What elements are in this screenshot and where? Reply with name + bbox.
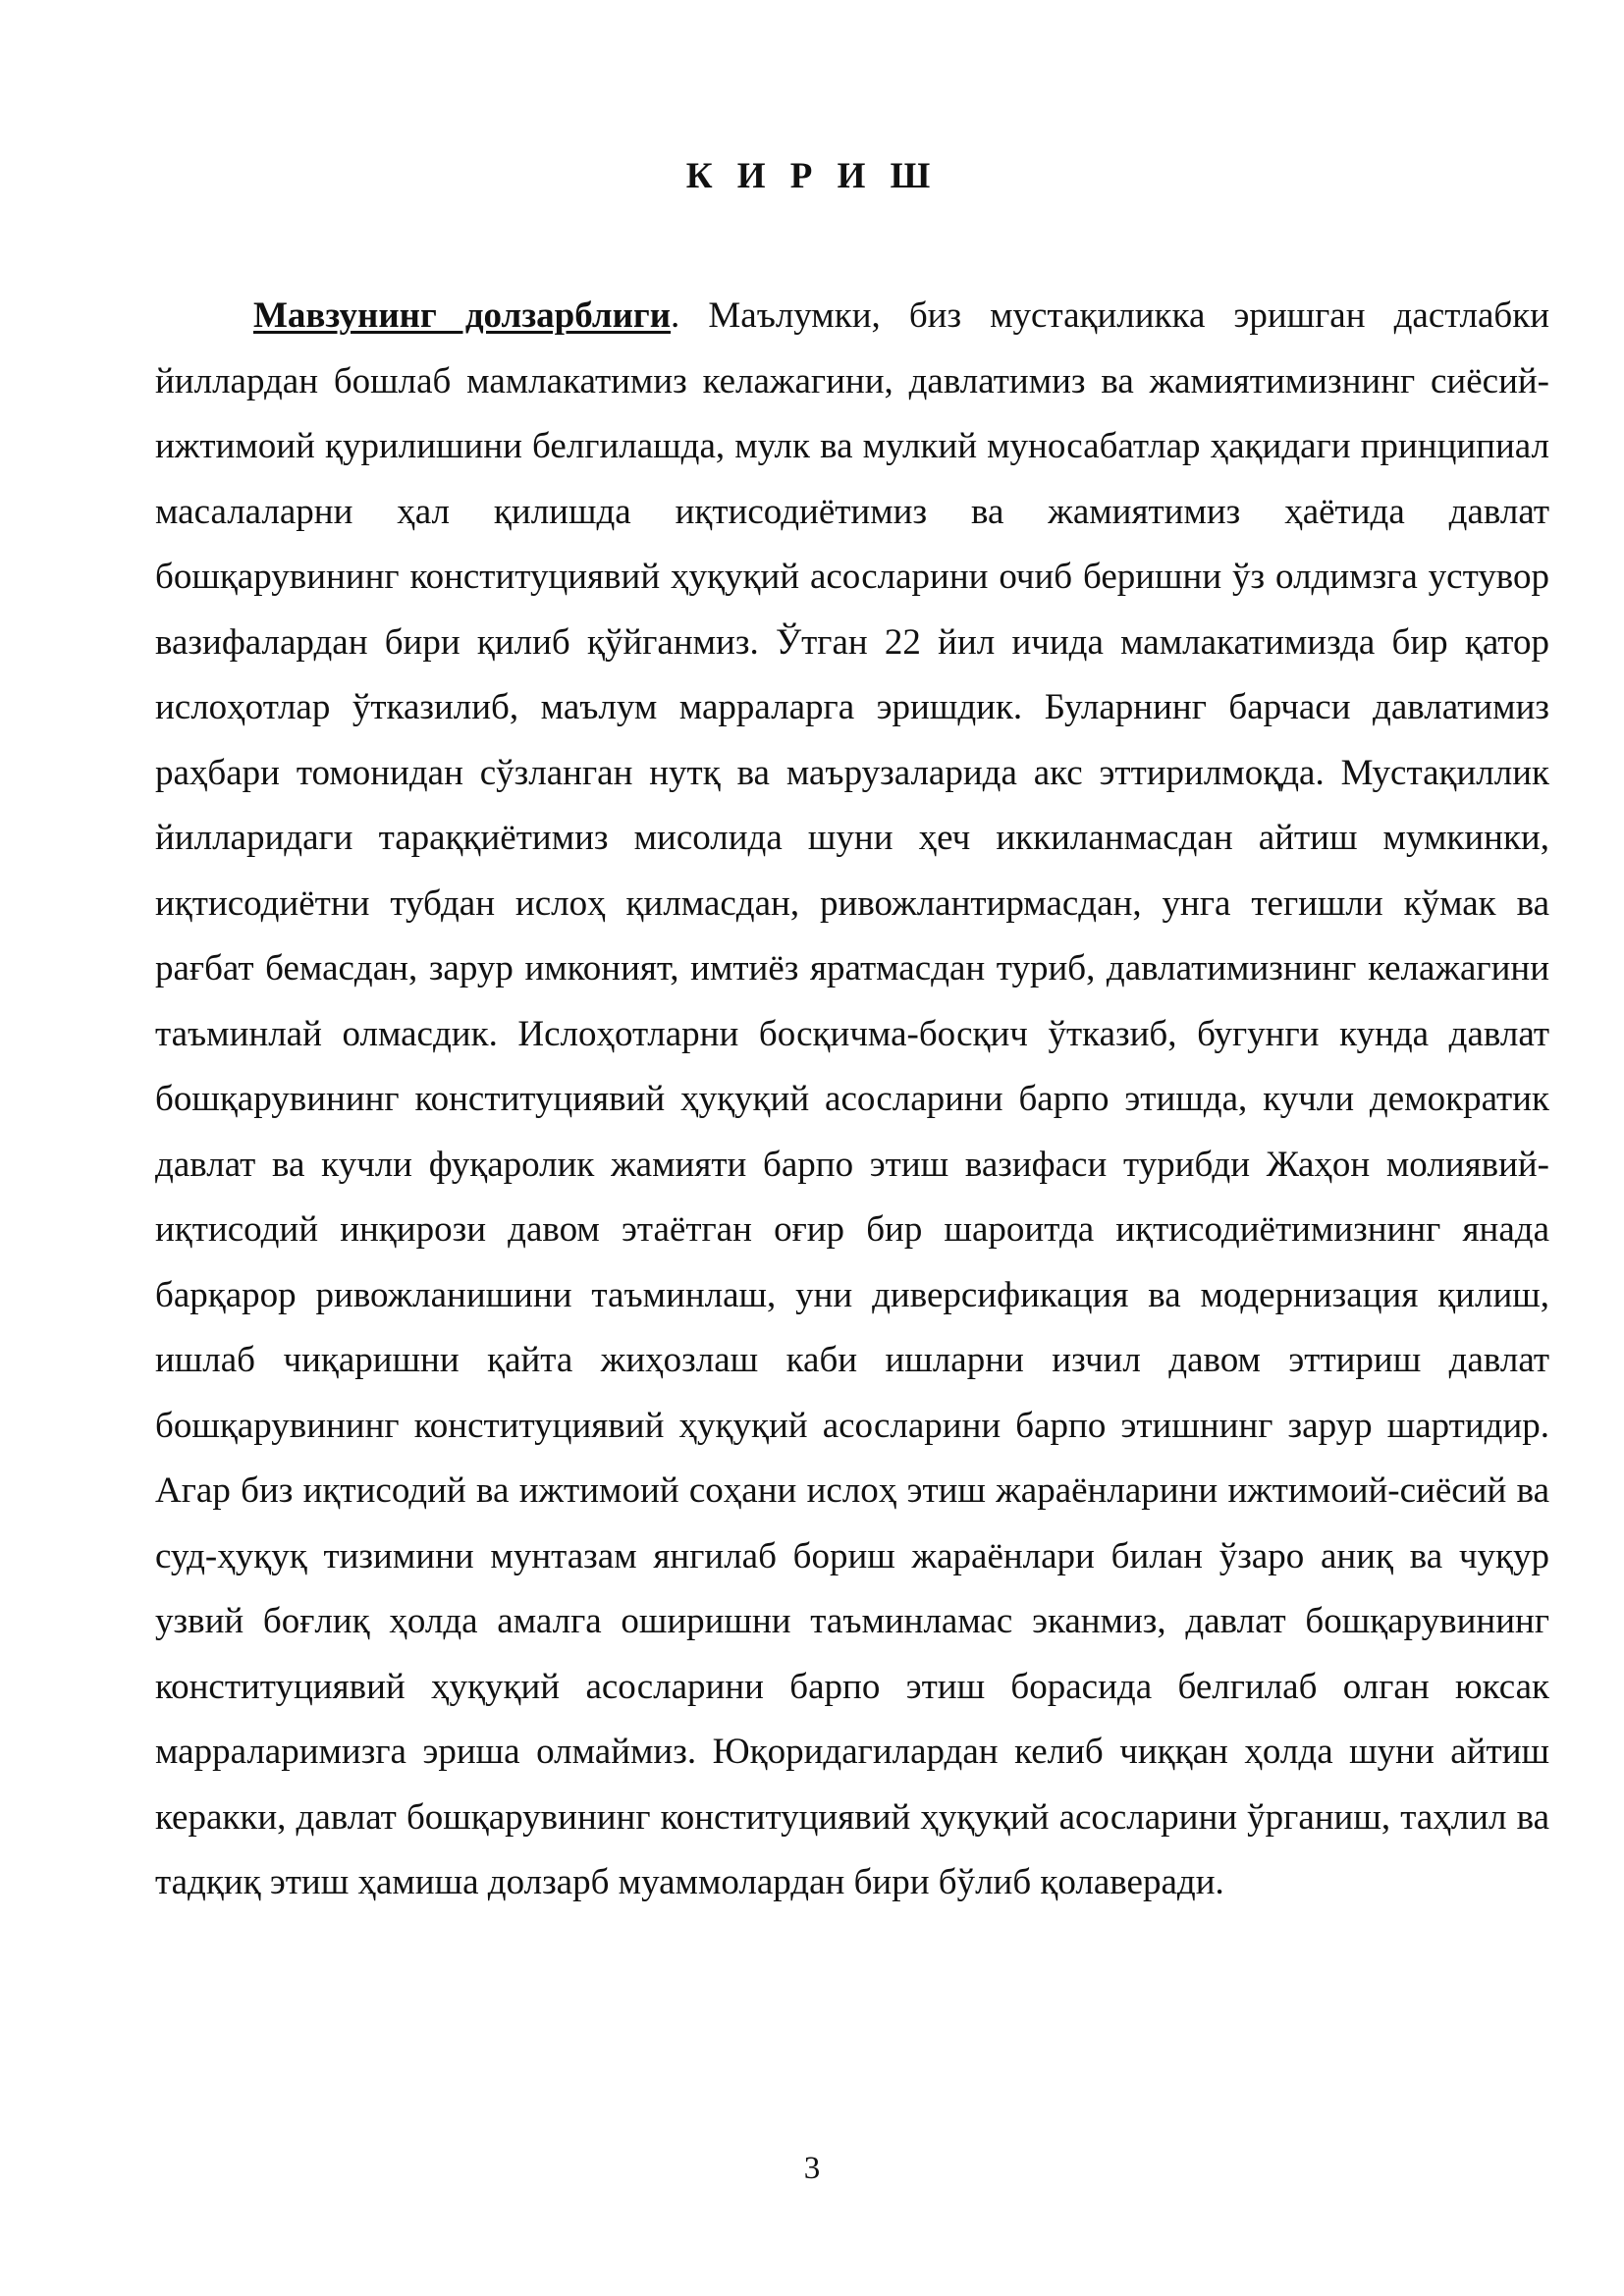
body-paragraph [155, 284, 1549, 1916]
page-number: 3 [803, 2151, 821, 2186]
lead-term: Мавзунинг долзарблиги [253, 295, 672, 336]
page-title: К И Р И Ш [685, 156, 939, 196]
paragraph-text: Маълумки, биз мустақиликка эришган дастлабки йиллардан бошлаб мамлакатимиз келажагини, давлатимиз ва жамиятимизнинг сиёсий-ижтимоий қурилишини белгилашда, мулк ва мулкий муносабатлар ҳақидаги принципиал масалаларни ҳал қилишда иқтисодиётимиз ва жамиятимиз ҳаётида давлат бошқарувининг конституциявий ҳуқуқий асосларини очиб беришни ўз олдимзга устувор вазифалардан бири қилиб қўйганмиз. Ўтган 22 йил ичида мамлакатимизда бир қатор ислоҳотлар ўтказилиб, маълум марраларга эришдик. Буларнинг барчаси давлатимиз раҳбари томонидан сўзланган нутқ ва маърузаларида акс эттирилмоқда. Мустақиллик йилларидаги тараққиётимиз мисолида шуни ҳеч иккиланмасдан айтиш мумкинки, иқтисодиётни тубдан ислоҳ қилмасдан, ривожлантирмасдан, унга тегишли кўмак ва рағбат бемасдан, зарур имконият, имтиёз яратмасдан туриб, давлатимизнинг келажагини таъминлай олмасдик. Ислоҳотларни босқичма-босқич ўтказиб, бугунги кунда давлат бошқарувининг конституциявий ҳуқуқий асосларини барпо этишда, кучли демократик давлат ва кучли фуқаролик жамияти барпо этиш вазифаси турибди Жаҳон молиявий-иқтисодий инқирози давом этаётган оғир бир шароитда иқтисодиётимизнинг янада барқарор ривожланишини таъминлаш, уни диверсификация ва модернизация қилиш, ишлаб чиқаришни қайта жиҳозлаш каби ишларни изчил давом эттириш давлат бошқарувининг конституциявий ҳуқуқий асосларини барпо этишнинг зарур шартидир. Агар биз иқтисодий ва ижтимоий соҳани ислоҳ этиш жараёнларини ижтимоий-сиёсий ва суд-ҳуқуқ тизимини мунтазам янгилаб бориш жараёнлари билан ўзаро аниқ ва чуқур узвий боғлиқ ҳолда амалга оширишни таъминламас эканмиз, давлат бошқарувининг конституциявий ҳуқуқий асосларини барпо этиш борасида белгилаб олган юксак марраларимизга эриша олмаймиз. Юқоридагилардан келиб чиққан ҳолда шуни айтиш керакки, давлат бошқарувининг конституциявий ҳуқуқий асосларини ўрганиш, таҳлил ва тадқиқ этиш ҳамиша долзарб муаммолардан бири бўлиб қолаверади. [155, 295, 1549, 1902]
lead-term-punctuation: . [671, 295, 680, 336]
